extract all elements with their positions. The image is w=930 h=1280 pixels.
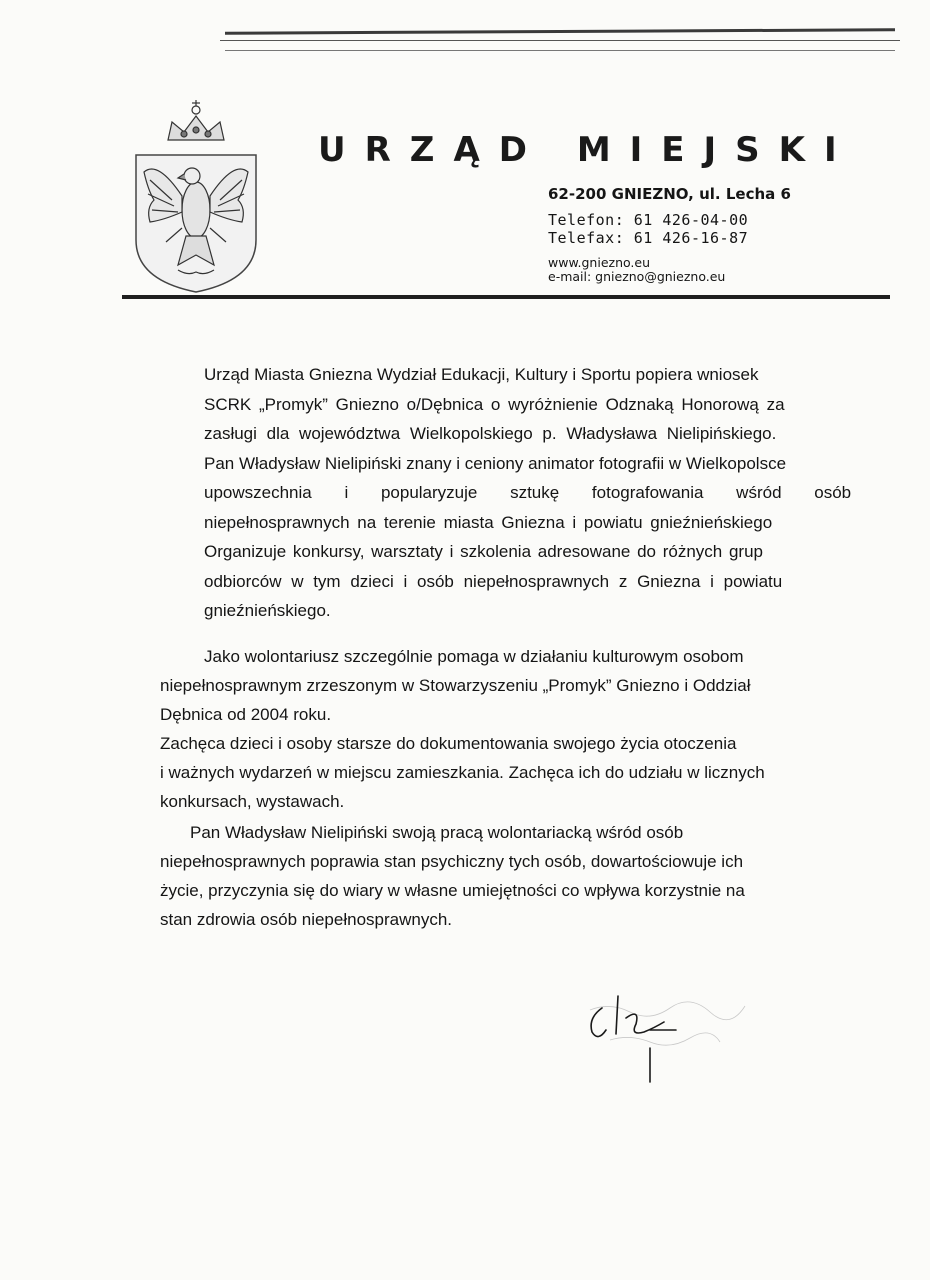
phone-number: Telefon: 61 426-04-00 xyxy=(548,211,749,229)
paragraph-line: Jako wolontariusz szczególnie pomaga w działaniu kulturowym osobom xyxy=(204,647,744,666)
city-coat-of-arms-eagle-icon xyxy=(128,100,264,295)
paragraph-line: niepełnosprawnych poprawia stan psychiczny tych osób, dowartościowuje ich xyxy=(160,852,744,871)
paragraph-line: upowszechnia i popularyzuje sztukę fotografowania wśród osób xyxy=(204,483,852,502)
paragraph-line: Pan Władysław Nielipiński swoją pracą wolontariacką wśród osób xyxy=(190,823,684,842)
paragraph-line: niepełnosprawnym zrzeszonym w Stowarzyszeniu „Promyk” Gniezno i Oddział xyxy=(160,676,751,695)
office-name: URZĄD MIEJSKI xyxy=(318,130,856,170)
paragraph-impact xyxy=(160,818,848,934)
paragraph-volunteer xyxy=(160,642,848,816)
paragraph-support xyxy=(160,360,852,626)
paragraph-line: Pan Władysław Nielipiński znany i ceniony animator fotografii w Wielkopolsce xyxy=(204,453,787,473)
paragraph-line: Dębnica od 2004 roku. xyxy=(160,705,332,724)
paragraph-line: gnieźnieńskiego. xyxy=(204,601,331,620)
paragraph-line: życie, przyczynia się do wiary w własne umiejętności co wpływa korzystnie na xyxy=(160,881,745,900)
paragraph-line: stan zdrowia osób niepełnosprawnych. xyxy=(160,910,453,929)
office-address: 62-200 GNIEZNO, ul. Lecha 6 xyxy=(548,185,791,203)
scan-top-line xyxy=(220,40,900,41)
scan-top-line xyxy=(225,50,895,51)
fax-number: Telefax: 61 426-16-87 xyxy=(548,229,749,247)
website-link[interactable]: www.gniezno.eu xyxy=(548,255,651,270)
paragraph-line: zasługi dla województwa Wielkopolskiego p. Władysława Nielipińskiego. xyxy=(204,424,777,443)
paragraph-line: SCRK „Promyk” Gniezno o/Dębnica o wyróżnienie Odznaką Honorową za xyxy=(204,394,785,414)
handwritten-signature-icon xyxy=(570,990,760,1085)
paragraph-line: odbiorców w tym dzieci i osób niepełnosprawnych z Gniezna i powiatu xyxy=(204,571,783,591)
paragraph-line: Urząd Miasta Gniezna Wydział Edukacji, Kultury i Sportu popiera wniosek xyxy=(204,365,759,384)
paragraph-line: Zachęca dzieci i osoby starsze do dokumentowania swojego życia otoczenia xyxy=(160,734,737,753)
paragraph-line: niepełnosprawnych na terenie miasta Gniezna i powiatu gnieźnieńskiego xyxy=(204,512,773,532)
paragraph-line: konkursach, wystawach. xyxy=(160,792,345,811)
scan-top-line xyxy=(225,28,895,35)
header-divider xyxy=(122,295,890,299)
paragraph-line: i ważnych wydarzeń w miejscu zamieszkania. Zachęca ich do udziału w licznych xyxy=(160,763,765,782)
paragraph-line: Organizuje konkursy, warsztaty i szkolenia adresowane do różnych grup xyxy=(204,542,764,561)
email-link[interactable]: e-mail: gniezno@gniezno.eu xyxy=(548,269,726,284)
